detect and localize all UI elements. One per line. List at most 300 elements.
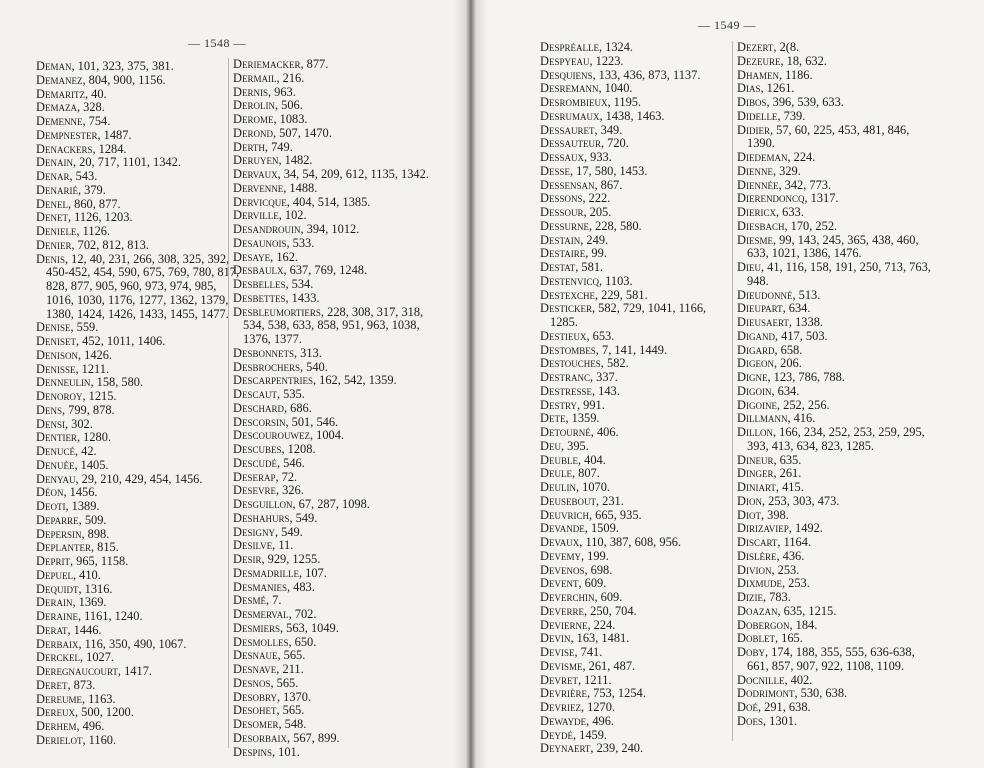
entry-page-refs: , 799, 878.	[61, 402, 115, 417]
index-entry	[737, 674, 937, 688]
entry-page-refs: , 1487.	[97, 127, 132, 142]
entry-page-refs: , 229, 581.	[594, 287, 648, 302]
index-entry	[36, 198, 241, 212]
entry-surname: Descaut	[233, 387, 277, 401]
index-entry	[540, 110, 735, 124]
index-entry	[233, 113, 438, 127]
entry-surname: Descudé	[233, 455, 277, 470]
entry-page-refs: , 133, 436, 873, 1137.	[592, 67, 701, 82]
entry-page-refs: , 582.	[600, 356, 629, 371]
entry-page-refs: , 329.	[772, 163, 801, 178]
entry-surname: Desrombieux	[540, 95, 608, 109]
entry-surname: Desrumaux	[540, 108, 600, 123]
entry-page-refs: , 1261.	[760, 81, 795, 96]
index-entry	[737, 69, 937, 83]
entry-surname: Dineur	[737, 452, 774, 467]
entry-page-refs: , 1070.	[575, 480, 611, 494]
index-entry	[36, 679, 241, 693]
entry-page-refs: , 253.	[771, 562, 800, 577]
index-entry	[737, 55, 937, 69]
entry-page-refs: , 231.	[595, 493, 624, 508]
entry-surname: Diot	[737, 507, 761, 522]
entry-surname: Dervicque	[233, 194, 287, 209]
entry-page-refs: , 410.	[72, 567, 101, 582]
entry-surname: Dessauret	[540, 122, 595, 137]
entry-page-refs: , 250, 704.	[583, 603, 637, 618]
entry-page-refs: , 1426.	[77, 347, 113, 362]
entry-surname: Demaritz	[36, 86, 85, 101]
index-entry	[36, 473, 241, 487]
entry-surname: Denar	[36, 169, 70, 183]
entry-surname: Dibos	[737, 95, 767, 109]
entry-page-refs: , 653.	[586, 328, 615, 343]
index-entry	[737, 454, 937, 468]
entry-surname: Dienne	[737, 163, 773, 178]
entry-surname: Denackers	[36, 141, 93, 156]
entry-surname: Devande	[540, 521, 585, 536]
entry-page-refs: , 116, 350, 490, 1067.	[78, 636, 187, 651]
entry-surname: Déon	[36, 485, 64, 500]
entry-page-refs: , 1456.	[63, 485, 98, 500]
entry-page-refs: , 261, 487.	[582, 658, 636, 673]
entry-surname: Destaire	[540, 246, 586, 261]
entry-surname: Denis	[36, 251, 65, 266]
entry-surname: Dierendoncq	[737, 191, 805, 206]
index-entry	[36, 624, 241, 638]
entry-surname: Dentier	[36, 430, 77, 445]
entry-surname: Devenos	[540, 562, 585, 577]
entry-page-refs: , 530, 638.	[794, 686, 848, 701]
page-number-right: — 1549 —	[698, 18, 756, 32]
index-entry	[540, 261, 735, 275]
entry-page-refs: , 398.	[760, 507, 789, 522]
entry-page-refs: , 698.	[584, 562, 613, 577]
entry-page-refs: , 99, 143, 245, 365, 438, 460, 633, 1021, 1386, 1476.	[747, 232, 919, 261]
entry-surname: Deusebout	[540, 493, 596, 508]
index-entry	[540, 591, 735, 605]
entry-surname: Dillmann	[737, 411, 788, 426]
index-entry	[36, 541, 241, 555]
entry-surname: Deparre	[36, 512, 79, 527]
index-entry	[233, 594, 438, 608]
entry-surname: Derhem	[36, 719, 77, 733]
index-entry	[737, 151, 937, 165]
index-entry	[540, 289, 735, 303]
entry-page-refs: , 1211.	[577, 672, 612, 687]
index-entry	[540, 619, 735, 633]
entry-page-refs: , 326.	[275, 483, 304, 498]
entry-page-refs: , 18, 632.	[780, 53, 827, 68]
entry-page-refs: , 162, 542, 1359.	[312, 373, 397, 388]
index-entry	[737, 371, 937, 385]
index-entry	[737, 715, 937, 729]
entry-page-refs: , 174, 188, 355, 555, 636-638, 661, 857, 907, 922, 1108, 1109.	[747, 645, 915, 673]
index-entry	[36, 349, 241, 363]
entry-surname: Denise	[36, 320, 71, 335]
index-entry	[540, 632, 735, 646]
index-entry	[737, 82, 937, 96]
entry-page-refs: , 565.	[276, 703, 305, 718]
index-entry	[737, 467, 937, 481]
entry-surname: Descarpentries	[233, 373, 313, 388]
index-entry	[233, 209, 438, 223]
entry-page-refs: , 1405.	[74, 457, 109, 472]
entry-page-refs: , 513.	[792, 287, 821, 302]
index-entry	[540, 151, 735, 165]
entry-surname: Derat	[36, 622, 68, 637]
entry-page-refs: , 965, 1158.	[69, 554, 129, 568]
entry-surname: Deniset	[36, 334, 76, 348]
entry-page-refs: , 1280.	[76, 430, 112, 445]
entry-page-refs: , 963.	[267, 84, 296, 99]
index-entry	[540, 646, 735, 660]
index-entry	[540, 275, 735, 289]
entry-page-refs: , 635, 1215.	[777, 603, 837, 618]
entry-surname: Descubes	[233, 442, 282, 456]
index-entry	[233, 498, 438, 512]
entry-surname: Divion	[737, 562, 772, 577]
entry-page-refs: , 123, 786, 788.	[767, 370, 845, 384]
entry-page-refs: , 2(8.	[773, 40, 800, 54]
entry-page-refs: , 933.	[583, 150, 612, 164]
entry-surname: Digard	[737, 342, 775, 357]
index-entry	[737, 550, 937, 564]
entry-page-refs: , 1083.	[273, 112, 308, 126]
index-entry	[36, 115, 241, 129]
index-entry	[540, 495, 735, 509]
index-entry	[737, 316, 937, 330]
index-entry	[233, 636, 438, 650]
entry-page-refs: , 184.	[789, 617, 818, 632]
entry-page-refs: , 34, 54, 209, 612, 1135, 1342.	[277, 167, 429, 181]
entry-page-refs: , 101, 323, 375, 381.	[71, 59, 174, 73]
entry-surname: Deverchin	[540, 590, 595, 604]
index-entry	[233, 58, 438, 72]
entry-page-refs: , 402.	[784, 672, 813, 687]
index-entry	[36, 170, 241, 184]
entry-page-refs: , 11.	[272, 538, 294, 553]
index-column-1	[36, 60, 241, 748]
index-entry	[540, 55, 735, 69]
index-entry	[737, 124, 937, 152]
entry-page-refs: , 7, 141, 1449.	[595, 342, 668, 357]
index-entry	[540, 165, 735, 179]
index-entry	[233, 484, 438, 498]
index-entry	[540, 302, 735, 330]
index-entry	[233, 141, 438, 155]
entry-surname: Devriez	[540, 700, 581, 714]
entry-surname: Desnave	[233, 662, 277, 676]
entry-page-refs: , 416.	[787, 411, 816, 426]
entry-page-refs: , 1126.	[76, 224, 111, 238]
entry-page-refs: , 686.	[283, 400, 312, 415]
entry-page-refs: , 394, 1012.	[300, 222, 360, 236]
entry-surname: Despins	[233, 744, 272, 759]
index-entry	[540, 701, 735, 715]
index-entry	[737, 289, 937, 303]
index-entry	[233, 374, 438, 388]
entry-page-refs: , 1208.	[281, 442, 316, 456]
entry-surname: Dewayde	[540, 713, 587, 728]
entry-page-refs: , 1284.	[92, 141, 127, 156]
index-entry	[36, 129, 241, 143]
entry-page-refs: , 101.	[271, 744, 300, 759]
index-entry	[540, 550, 735, 564]
index-entry	[233, 471, 438, 485]
entry-surname: Deu	[540, 438, 561, 453]
entry-surname: Desmerval	[233, 607, 289, 621]
entry-surname: Derielot	[36, 732, 83, 747]
entry-surname: Denain	[36, 155, 73, 170]
entry-surname: Doé	[737, 700, 758, 714]
entry-surname: Demaza	[36, 100, 77, 115]
index-entry	[540, 137, 735, 151]
entry-page-refs: , 501, 546.	[285, 414, 339, 429]
entry-page-refs: , 563, 1049.	[279, 620, 339, 635]
entry-surname: Despréalle	[540, 40, 599, 54]
index-entry	[540, 124, 735, 138]
entry-surname: Devaux	[540, 535, 580, 549]
entry-page-refs: , 807.	[571, 466, 600, 481]
book-gutter-shadow	[454, 0, 488, 768]
entry-surname: Denucé	[36, 444, 75, 458]
entry-page-refs: , 1492.	[788, 521, 823, 536]
index-entry	[737, 357, 937, 371]
entry-page-refs: , 396, 539, 633.	[766, 95, 844, 109]
entry-surname: Didelle	[737, 108, 778, 123]
index-entry	[233, 388, 438, 402]
entry-surname: Demenne	[36, 114, 83, 128]
entry-surname: Denarié	[36, 182, 78, 197]
index-entry	[737, 591, 937, 605]
index-entry	[233, 264, 438, 278]
entry-surname: Dieu	[737, 260, 761, 274]
index-entry	[36, 720, 241, 734]
entry-surname: Desticker	[540, 301, 592, 316]
entry-surname: Dempnester	[36, 127, 98, 142]
entry-surname: Destenvicq	[540, 273, 599, 288]
index-entry	[233, 416, 438, 430]
entry-surname: Derth	[233, 139, 265, 154]
left-page	[0, 0, 470, 768]
entry-surname: Destain	[540, 232, 581, 247]
entry-surname: Deynaert	[540, 741, 591, 756]
entry-page-refs: , 328.	[76, 100, 105, 115]
index-entry	[36, 445, 241, 459]
index-entry	[540, 440, 735, 454]
entry-surname: Demanez	[36, 72, 83, 87]
index-entry	[233, 223, 438, 237]
entry-page-refs: , 166, 234, 252, 253, 259, 295, 393, 413, 634, 823, 1285.	[747, 425, 925, 453]
entry-surname: Devise	[540, 645, 575, 659]
entry-page-refs: , 549.	[274, 524, 303, 539]
index-entry	[540, 481, 735, 495]
entry-surname: Deraine	[36, 609, 78, 623]
entry-surname: Desbleumortiers	[233, 304, 321, 319]
index-entry	[233, 553, 438, 567]
index-entry	[737, 41, 937, 55]
entry-surname: Dodrimont	[737, 686, 795, 701]
index-entry	[540, 605, 735, 619]
entry-surname: Denoroy	[36, 389, 83, 403]
index-entry	[540, 69, 735, 83]
entry-surname: Deule	[540, 466, 572, 481]
index-entry	[233, 182, 438, 196]
entry-surname: Digoine	[737, 397, 777, 412]
entry-surname: Dessensan	[540, 177, 595, 192]
entry-surname: Desbrochers	[233, 359, 300, 374]
entry-surname: Docnille	[737, 672, 785, 687]
index-entry	[540, 536, 735, 550]
entry-page-refs: , 546.	[276, 455, 305, 470]
entry-page-refs: , 313.	[293, 345, 322, 360]
entry-surname: Dens	[36, 402, 62, 417]
index-entry	[233, 539, 438, 553]
entry-surname: Devret	[540, 672, 578, 687]
index-entry	[540, 247, 735, 261]
entry-surname: Deuble	[540, 452, 578, 467]
index-entry	[540, 192, 735, 206]
entry-page-refs: , 206.	[773, 356, 802, 371]
index-column-4	[732, 41, 937, 741]
index-entry	[540, 41, 735, 55]
index-entry	[233, 622, 438, 636]
index-entry	[233, 581, 438, 595]
index-entry	[737, 412, 937, 426]
entry-page-refs: , 565.	[277, 648, 306, 663]
index-entry	[540, 412, 735, 426]
entry-surname: Deregnaucourt	[36, 664, 118, 678]
index-entry	[36, 88, 241, 102]
entry-page-refs: , 754.	[82, 114, 111, 128]
index-entry	[540, 234, 735, 248]
entry-page-refs: , 404, 514, 1385.	[286, 194, 371, 209]
entry-surname: Destouches	[540, 356, 601, 371]
entry-page-refs: , 1324.	[598, 40, 634, 54]
entry-page-refs: , 741.	[574, 645, 603, 659]
entry-surname: Desilve	[233, 538, 273, 553]
entry-surname: Dernis	[233, 84, 268, 99]
entry-page-refs: , 143.	[591, 383, 620, 398]
entry-surname: Dinger	[737, 466, 774, 481]
entry-page-refs: , 72.	[275, 469, 298, 484]
index-entry	[737, 220, 937, 234]
index-entry	[36, 555, 241, 569]
index-entry	[737, 536, 937, 550]
index-entry	[233, 99, 438, 113]
entry-surname: Desmiers	[233, 620, 280, 635]
entry-page-refs: , 249.	[580, 232, 609, 247]
entry-surname: Denison	[36, 347, 78, 362]
entry-page-refs: , 860, 877.	[67, 196, 121, 211]
index-entry	[36, 376, 241, 390]
index-entry	[540, 82, 735, 96]
index-entry	[36, 74, 241, 88]
entry-surname: Desmanies	[233, 579, 287, 594]
entry-surname: Devemy	[540, 548, 581, 563]
entry-page-refs: , 7.	[265, 593, 282, 608]
entry-surname: Desbaulx	[233, 263, 284, 278]
index-entry	[737, 165, 937, 179]
index-entry	[233, 237, 438, 251]
index-entry	[36, 706, 241, 720]
entry-surname: Descourouwez	[233, 428, 310, 443]
entry-page-refs: , 658.	[774, 342, 803, 357]
index-entry	[36, 500, 241, 514]
entry-page-refs: , 1459.	[572, 727, 608, 742]
index-entry	[540, 467, 735, 481]
entry-surname: Dessaux	[540, 150, 584, 164]
entry-page-refs: , 417, 503.	[774, 328, 828, 343]
entry-page-refs: , 205.	[583, 205, 612, 219]
entry-page-refs: , 252, 256.	[776, 397, 830, 412]
entry-surname: Dixmude	[737, 576, 782, 591]
entry-page-refs: , 163, 1481.	[570, 631, 630, 646]
index-entry	[540, 742, 735, 756]
entry-surname: Dereume	[36, 691, 82, 706]
page-number-left: — 1548 —	[188, 36, 246, 50]
entry-page-refs: , 1160.	[82, 732, 117, 747]
index-entry	[737, 110, 937, 124]
entry-page-refs: , 12, 40, 231, 266, 308, 325, 392, 450-452, 454, 590, 675, 769, 780, 817, 828, 877, 905, 960, 973, 974, 985, 1016, 1030, 1176, 1277, 1362, 1379, 1380, 1424, 1426, 1433, 1455, 1477.	[46, 251, 240, 321]
index-entry	[233, 663, 438, 677]
entry-surname: Derolin	[233, 98, 275, 113]
entry-surname: Deman	[36, 59, 72, 73]
entry-page-refs: , 534.	[285, 277, 314, 291]
entry-surname: Diericx	[737, 205, 776, 219]
entry-page-refs: , 291, 638.	[757, 700, 811, 714]
entry-page-refs: , 1195.	[607, 95, 642, 109]
entry-surname: Desnaue	[233, 648, 278, 663]
entry-page-refs: , 582, 729, 1041, 1166, 1285.	[550, 301, 707, 329]
entry-page-refs: , 199.	[580, 548, 609, 563]
entry-surname: Destombes	[540, 342, 596, 357]
entry-page-refs: , 1161, 1240.	[77, 609, 143, 623]
entry-surname: Desomer	[233, 717, 279, 731]
entry-surname: Desaye	[233, 249, 271, 264]
index-entry	[540, 674, 735, 688]
index-entry	[36, 404, 241, 418]
entry-surname: Devent	[540, 576, 579, 591]
index-entry	[737, 206, 937, 220]
entry-surname: Desandrouin	[233, 222, 301, 236]
entry-surname: Desohet	[233, 703, 277, 718]
index-entry	[737, 330, 937, 344]
entry-page-refs: , 991.	[576, 397, 605, 412]
entry-surname: Diesme	[737, 232, 773, 247]
entry-surname: Denier	[36, 237, 72, 252]
entry-surname: Dessons	[540, 191, 583, 206]
entry-surname: Deserap	[233, 469, 276, 484]
entry-surname: Desguillon	[233, 497, 293, 511]
index-entry	[540, 206, 735, 220]
index-entry	[737, 385, 937, 399]
index-entry	[36, 156, 241, 170]
entry-surname: Depersin	[36, 526, 82, 541]
index-entry	[36, 431, 241, 445]
index-entry	[737, 344, 937, 358]
index-entry	[36, 390, 241, 404]
entry-surname: Deverre	[540, 603, 584, 618]
entry-page-refs: , 506.	[274, 98, 303, 113]
entry-surname: Derbaix	[36, 636, 79, 651]
index-entry	[540, 715, 735, 729]
entry-surname: Dizie	[737, 590, 763, 604]
index-entry	[540, 687, 735, 701]
index-entry	[36, 363, 241, 377]
index-entry	[233, 168, 438, 182]
index-entry	[540, 96, 735, 110]
